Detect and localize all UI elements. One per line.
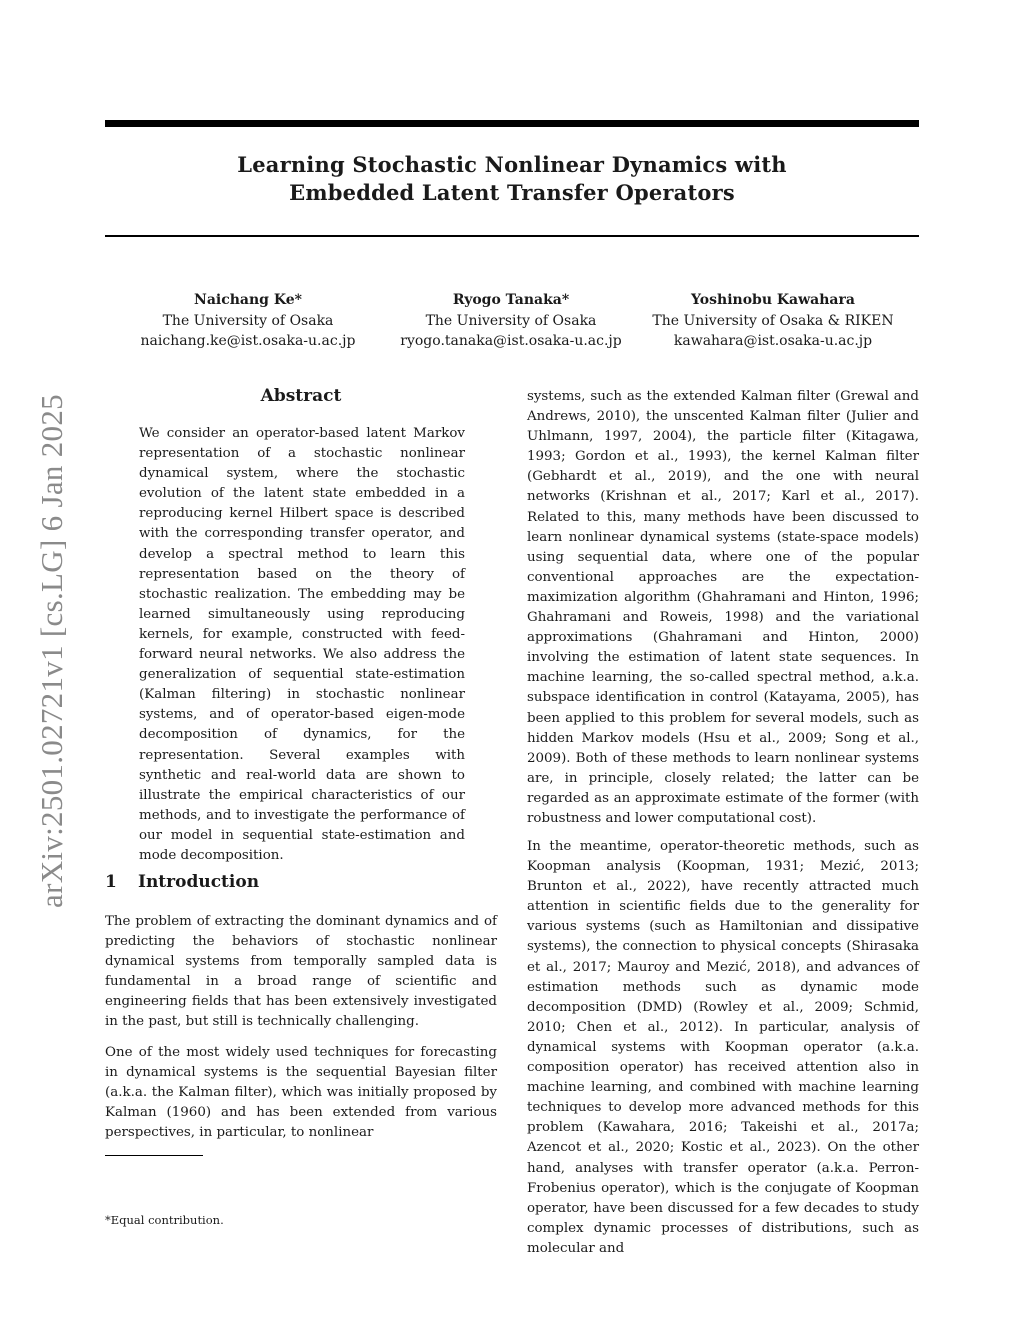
author-affiliation: The University of Osaka — [162, 312, 334, 329]
author-affiliation: The University of Osaka & RIKEN — [652, 312, 894, 329]
paper-title — [105, 151, 919, 207]
section-number: 1 — [105, 872, 117, 892]
right-column-paragraph-2: In the meantime, operator-theoretic methods, such as Koopman analysis (Koopman, 1931; Mezić, 2013; Brunton et al., 2022), have recently attracted much attention in scientific fields due to the generality for various systems (such as Hamiltonian and dissipative systems), the connection to physical concepts (Shirasaka et al., 2017; Mauroy and Mezić, 2018), and advances of estimation methods such as dynamic mode decomposition (DMD) (Rowley et al., 2009; Schmid, 2010; Chen et al., 2012). In particular, analysis of dynamical systems with Koopman operator (a.k.a. composition operator) has received attention also in machine learning, and combined with machine learning techniques to develop more advanced methods for this problem (Kawahara, 2016; Takeishi et al., 2017a; Azencot et al., 2020; Kostic et al., 2023). On the other hand, analyses with transfer operator (a.k.a. Perron-Frobenius operator), which is the conjugate of Koopman operator, have been discussed for a few decades to study complex dynamic processes of distributions, such as molecular and — [527, 839, 919, 1256]
title-line-2: Embedded Latent Transfer Operators — [289, 180, 735, 205]
intro-paragraph-2: One of the most widely used techniques for forecasting in dynamical systems is the sequential Bayesian filter (a.k.a. the Kalman filter), which was initially proposed by Kalman (1960) and has been extended from various perspectives, in particular, to nonlinear — [105, 1045, 497, 1141]
author-name: Naichang Ke* — [194, 292, 302, 308]
author-affiliation: The University of Osaka — [425, 312, 597, 329]
right-column-paragraph-1: systems, such as the extended Kalman filter (Grewal and Andrews, 2010), the unscented Kalman filter (Julier and Uhlmann, 1997, 2004), the particle filter (Kitagawa, 1993; Gordon et al., 1993), the kernel Kalman filter (Gebhardt et al., 2019), and the one with neural networks (Krishnan et al., 2017; Karl et al., 2017). Related to this, many methods have been discussed to learn nonlinear dynamical systems (state-space models) using sequential data, where one of the popular conventional approaches are the expectation-maximization algorithm (Ghahramani and Hinton, 1996; Ghahramani and Roweis, 1998) and the variational approximations (Ghahramani and Hinton, 2000) involving the estimation of latent state sequences. In machine learning, the so-called spectral method, a.k.a. subspace identification in control (Katayama, 2005), has been applied to this problem for several models, such as hidden Markov models (Hsu et al., 2009; Song et al., 2009). Both of these methods to learn nonlinear systems are, in principle, closely related; the latter can be regarded as an approximate estimate of the former (with robustness and lower computational cost). — [527, 389, 919, 826]
footnote-rule — [105, 1155, 203, 1156]
author-email: naichang.ke@ist.osaka-u.ac.jp — [140, 333, 356, 349]
title-top-rule — [105, 120, 919, 127]
title-bottom-rule — [105, 235, 919, 237]
footnote-equal-contribution: *Equal contribution. — [105, 1213, 224, 1227]
author-block-1 — [141, 290, 356, 352]
abstract-text: We consider an operator-based latent Markov representation of a stochastic nonlinear dynamical system, where the stochastic evolution of the latent state embedded in a reproducing kernel Hilbert space is described with the corresponding transfer operator, and develop a spectral method to learn this representation based on the theory of stochastic realization. The embedding may be learned simultaneously using reproducing kernels, for example, constructed with feed-forward neural networks. We also address the generalization of sequential state-estimation (Kalman filtering) in stochastic nonlinear systems, and of operator-based eigen-mode decomposition of dynamics, for the representation. Several examples with synthetic and real-world data are shown to illustrate the empirical characteristics of our methods, and to investigate the performance of our model in sequential state-estimation and mode decomposition. — [139, 426, 465, 863]
author-name: Yoshinobu Kawahara — [691, 292, 855, 308]
abstract-heading: Abstract — [260, 386, 342, 406]
section-heading-introduction — [105, 870, 497, 894]
title-line-1: Learning Stochastic Nonlinear Dynamics with — [237, 152, 787, 177]
author-block-2 — [400, 290, 621, 352]
arxiv-identifier-watermark: arXiv:2501.02721v1 [cs.LG] 6 Jan 2025 — [34, 394, 69, 908]
section-title: Introduction — [138, 872, 260, 892]
intro-paragraph-1: The problem of extracting the dominant dynamics and of predicting the behaviors of stochastic nonlinear dynamical systems from temporally sampled data is fundamental in a broad range of scientific and engineering fields that has been extensively investigated in the past, but still is technically challenging. — [105, 914, 497, 1030]
author-block-3 — [652, 290, 893, 352]
author-name: Ryogo Tanaka* — [452, 292, 570, 308]
author-email: kawahara@ist.osaka-u.ac.jp — [673, 333, 873, 349]
author-email: ryogo.tanaka@ist.osaka-u.ac.jp — [400, 333, 622, 349]
